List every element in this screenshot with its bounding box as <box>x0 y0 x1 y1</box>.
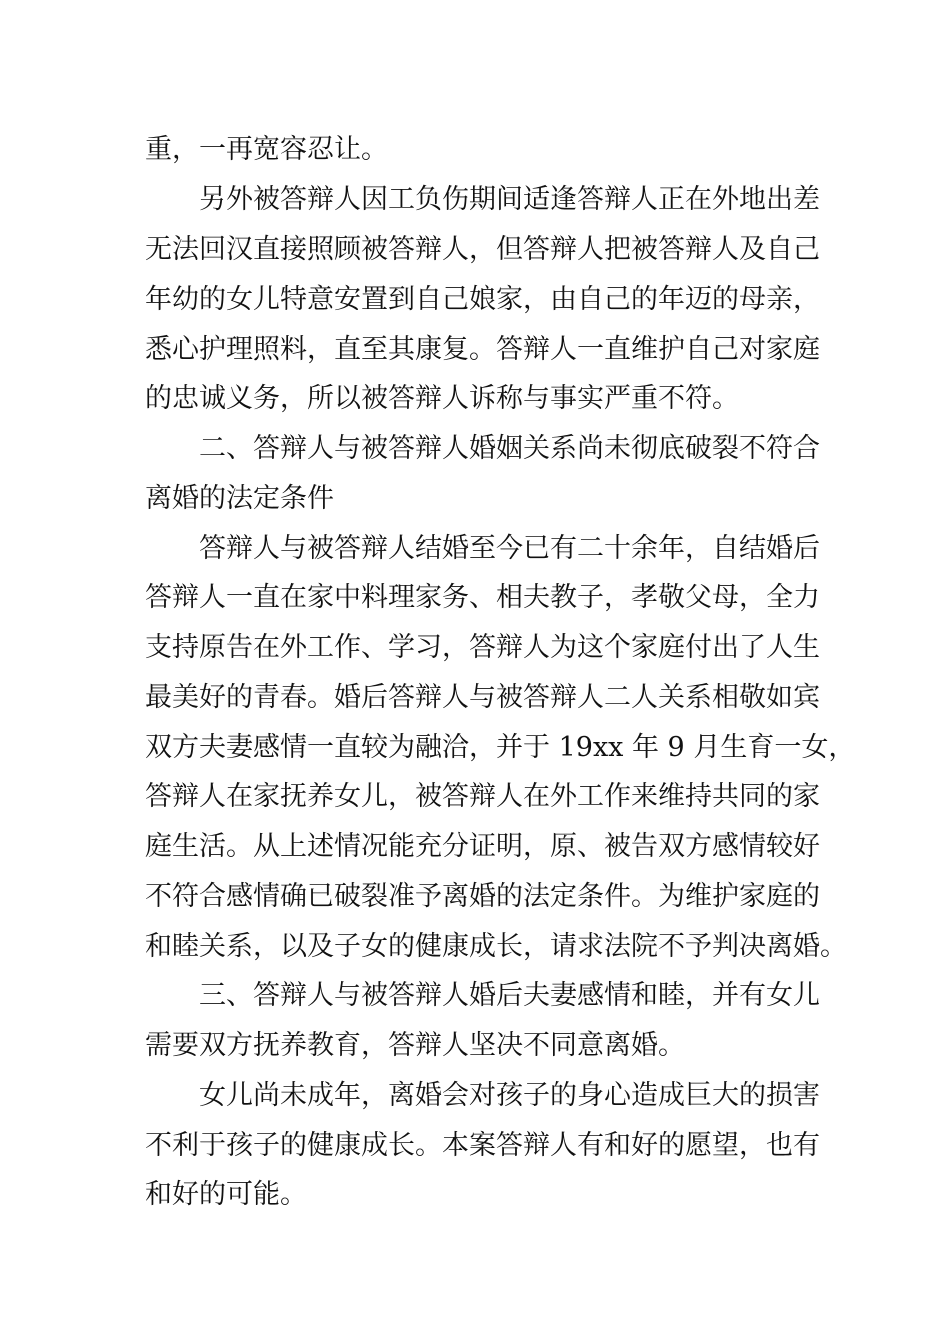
text-line: 庭生活。从上述情况能充分证明，原、被告双方感情较好 <box>145 831 820 862</box>
text-line: 女儿尚未成年，离婚会对孩子的身心造成巨大的损害 <box>199 1080 820 1111</box>
text-line: 的忠诚义务，所以被答辩人诉称与事实严重不符。 <box>145 383 739 414</box>
text-line: 离婚的法定条件 <box>145 483 334 514</box>
text-line: 不利于孩子的健康成长。本案答辩人有和好的愿望，也有 <box>145 1130 820 1161</box>
text-line: 另外被答辩人因工负伤期间适逢答辩人正在外地出差 <box>199 184 820 215</box>
text-line: 和好的可能。 <box>145 1179 307 1210</box>
text-line: 需要双方抚养教育，答辩人坚决不同意离婚。 <box>145 1030 685 1061</box>
text-line: 最美好的青春。婚后答辩人与被答辩人二人关系相敬如宾 <box>145 682 820 713</box>
text-line: 支持原告在外工作、学习，答辩人为这个家庭付出了人生 <box>145 632 820 663</box>
text-line: 悉心护理照料，直至其康复。答辩人一直维护自己对家庭 <box>145 334 820 365</box>
text-line: 和睦关系，以及子女的健康成长，请求法院不予判决离婚。 <box>145 931 847 962</box>
text-line: 答辩人一直在家中料理家务、相夫教子，孝敬父母，全力 <box>145 582 820 613</box>
text-line: 答辩人与被答辩人结婚至今已有二十余年，自结婚后 <box>199 533 820 564</box>
text-line: 答辩人在家抚养女儿，被答辩人在外工作来维持共同的家 <box>145 781 820 812</box>
text-line: 二、答辩人与被答辩人婚姻关系尚未彻底破裂不符合 <box>199 433 820 464</box>
text-line: 双方夫妻感情一直较为融洽，并于 19xx 年 9 月生育一女， <box>145 732 856 763</box>
text-line: 无法回汉直接照顾被答辩人，但答辩人把被答辩人及自己 <box>145 234 820 265</box>
text-line: 重，一再宽容忍让。 <box>145 134 388 165</box>
text-line: 年幼的女儿特意安置到自己娘家，由自己的年迈的母亲， <box>145 284 820 315</box>
text-line: 三、答辩人与被答辩人婚后夫妻感情和睦，并有女儿 <box>199 980 820 1011</box>
text-line: 不符合感情确已破裂准予离婚的法定条件。为维护家庭的 <box>145 881 820 912</box>
